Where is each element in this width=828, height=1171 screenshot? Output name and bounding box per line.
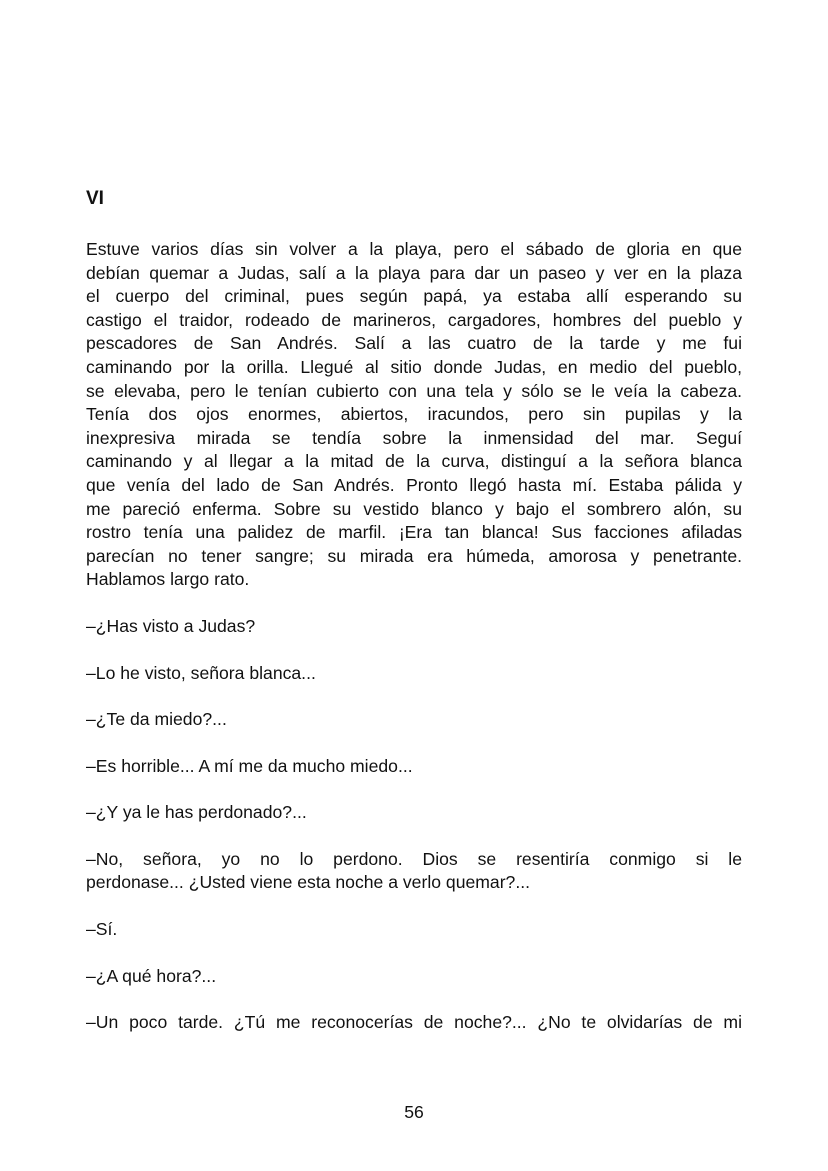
text-line: rostro tenía una palidez de marfil. ¡Era tan blanca! Sus facciones afiladas <box>86 522 742 543</box>
text-line: –No, señora, yo no lo perdono. Dios se resentiría conmigo si le <box>86 848 742 869</box>
text-line: caminando por la orilla. Llegué al sitio donde Judas, en medio del pueblo, <box>86 356 742 377</box>
text-line: Hablamos largo rato. <box>86 569 250 590</box>
text-line: Estuve varios días sin volver a la playa, pero el sábado de gloria en que <box>86 239 742 259</box>
text-line: caminando y al llegar a la mitad de la curva, distinguí a la señora blanca <box>86 451 742 472</box>
text-line: que venía del lado de San Andrés. Pronto llegó hasta mí. Estaba pálida y <box>86 474 742 495</box>
text-line: castigo el traidor, rodeado de marineros, cargadores, hombres del pueblo y <box>86 309 742 330</box>
narrative-paragraph <box>86 238 742 592</box>
dialogue-paragraph <box>86 801 742 825</box>
dialogue-paragraph <box>86 755 742 779</box>
text-line: –¿Te da miedo?... <box>86 709 227 730</box>
text-line: –Es horrible... A mí me da mucho miedo... <box>86 755 413 776</box>
dialogue-paragraph <box>86 848 742 895</box>
dialogue-paragraph <box>86 708 742 732</box>
text-line: parecían no tener sangre; su mirada era húmeda, amorosa y penetrante. <box>86 545 742 566</box>
text-line: –¿Has visto a Judas? <box>86 615 256 636</box>
text-line: –¿Y ya le has perdonado?... <box>86 802 307 823</box>
dialogue-paragraph <box>86 1011 742 1035</box>
chapter-body <box>86 238 742 1058</box>
text-line: debían quemar a Judas, salí a la playa para dar un paseo y ver en la plaza <box>86 262 742 283</box>
dialogue-paragraph <box>86 965 742 989</box>
dialogue-paragraph <box>86 662 742 686</box>
text-line: se elevaba, pero le tenían cubierto con una tela y sólo se le veía la cabeza. <box>86 380 742 401</box>
text-line: me pareció enferma. Sobre su vestido blanco y bajo el sombrero alón, su <box>86 498 742 519</box>
text-line: –¿A qué hora?... <box>86 965 217 986</box>
text-line: inexpresiva mirada se tendía sobre la inmensidad del mar. Seguí <box>86 427 742 448</box>
text-line: pescadores de San Andrés. Salí a las cuatro de la tarde y me fui <box>86 333 742 354</box>
dialogue-paragraph <box>86 918 742 942</box>
text-line: –Un poco tarde. ¿Tú me reconocerías de noche?... ¿No te olvidarías de mi <box>86 1012 742 1033</box>
text-line: Tenía dos ojos enormes, abiertos, iracundos, pero sin pupilas y la <box>86 404 742 425</box>
chapter-heading: VI <box>86 188 104 209</box>
text-line: perdonase... ¿Usted viene esta noche a verlo quemar?... <box>86 872 531 893</box>
text-line: el cuerpo del criminal, pues según papá, ya estaba allí esperando su <box>86 286 742 307</box>
page-number: 56 <box>404 1102 424 1122</box>
text-line: –Lo he visto, señora blanca... <box>86 662 316 683</box>
text-line: –Sí. <box>86 919 118 940</box>
dialogue-paragraph <box>86 615 742 639</box>
